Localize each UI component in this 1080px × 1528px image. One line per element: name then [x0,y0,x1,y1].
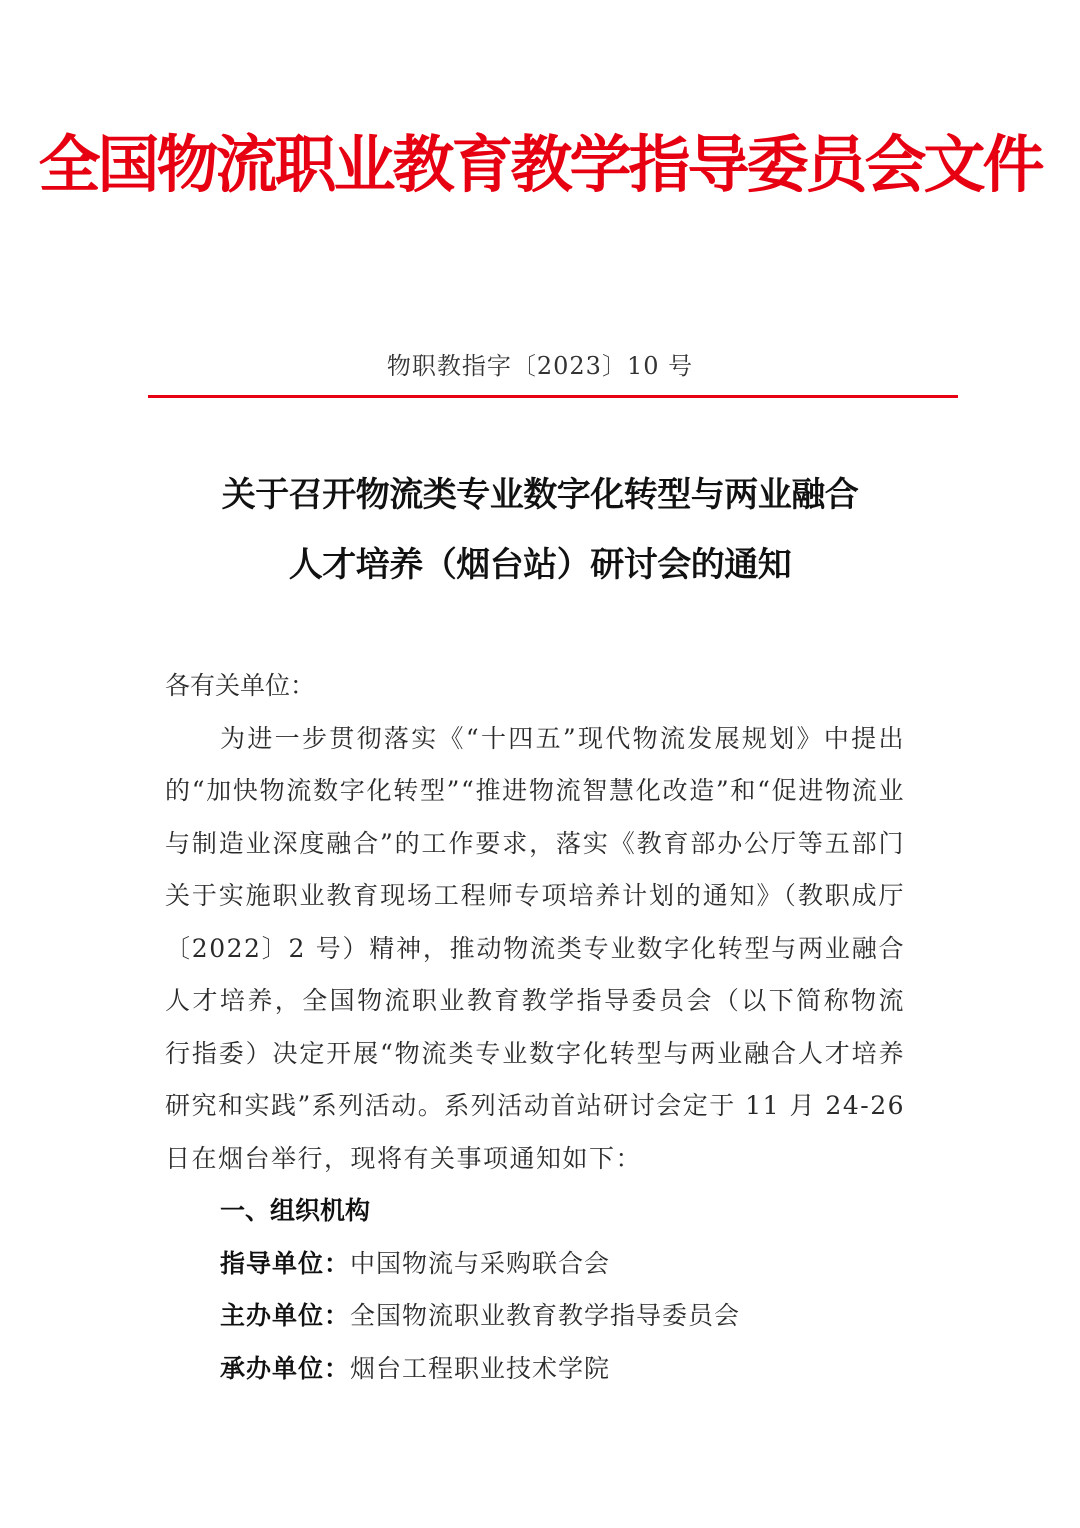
org-row-label: 指导单位： [220,1248,351,1278]
salutation: 各有关单位： [165,671,316,700]
issuer-title: 全国物流职业教育教学指导委员会文件 [38,128,1042,201]
org-row-label: 承办单位： [220,1353,351,1383]
org-row-value: 全国物流职业教育教学指导委员会 [350,1301,741,1330]
org-row-value: 中国物流与采购联合会 [350,1248,611,1278]
notice-title [0,460,1080,600]
notice-title-line-1: 关于召开物流类专业数字化转型与两业融合 [221,475,859,515]
org-row-guiding-unit [165,1238,905,1291]
org-row-organizer-unit [165,1343,905,1396]
notice-title-line-2: 人才培养（烟台站）研讨会的通知 [288,545,792,585]
red-divider-line [148,395,958,398]
org-row-host-unit [165,1290,905,1343]
org-row-value: 烟台工程职业技术学院 [350,1353,611,1383]
section-heading-organization: 一、组织机构 [220,1196,371,1225]
document-number: 物职教指字〔2023〕10 号 [386,352,694,380]
notice-body [165,660,905,1395]
intro-paragraph: 为进一步贯彻落实《“十四五”现代物流发展规划》中提出的“加快物流数字化转型”“推进物流智慧化改造”和“促进物流业与制造业深度融合”的工作要求，落实《教育部办公厅等五部门关于实施职业教育现场工程师专项培养计划的通知》（教职成厅〔2022〕2 号）精神，推动物流类专业数字化转型与两业融合人才培养，全国物流职业教育教学指导委员会（以下简称物流行指委）决定开展“物流类专业数字化转型与两业融合人才培养研究和实践”系列活动。系列活动首站研讨会定于 11 月 24-26 日在烟台举行，现将有关事项通知如下： [165,723,906,1173]
org-row-label: 主办单位： [220,1301,351,1330]
